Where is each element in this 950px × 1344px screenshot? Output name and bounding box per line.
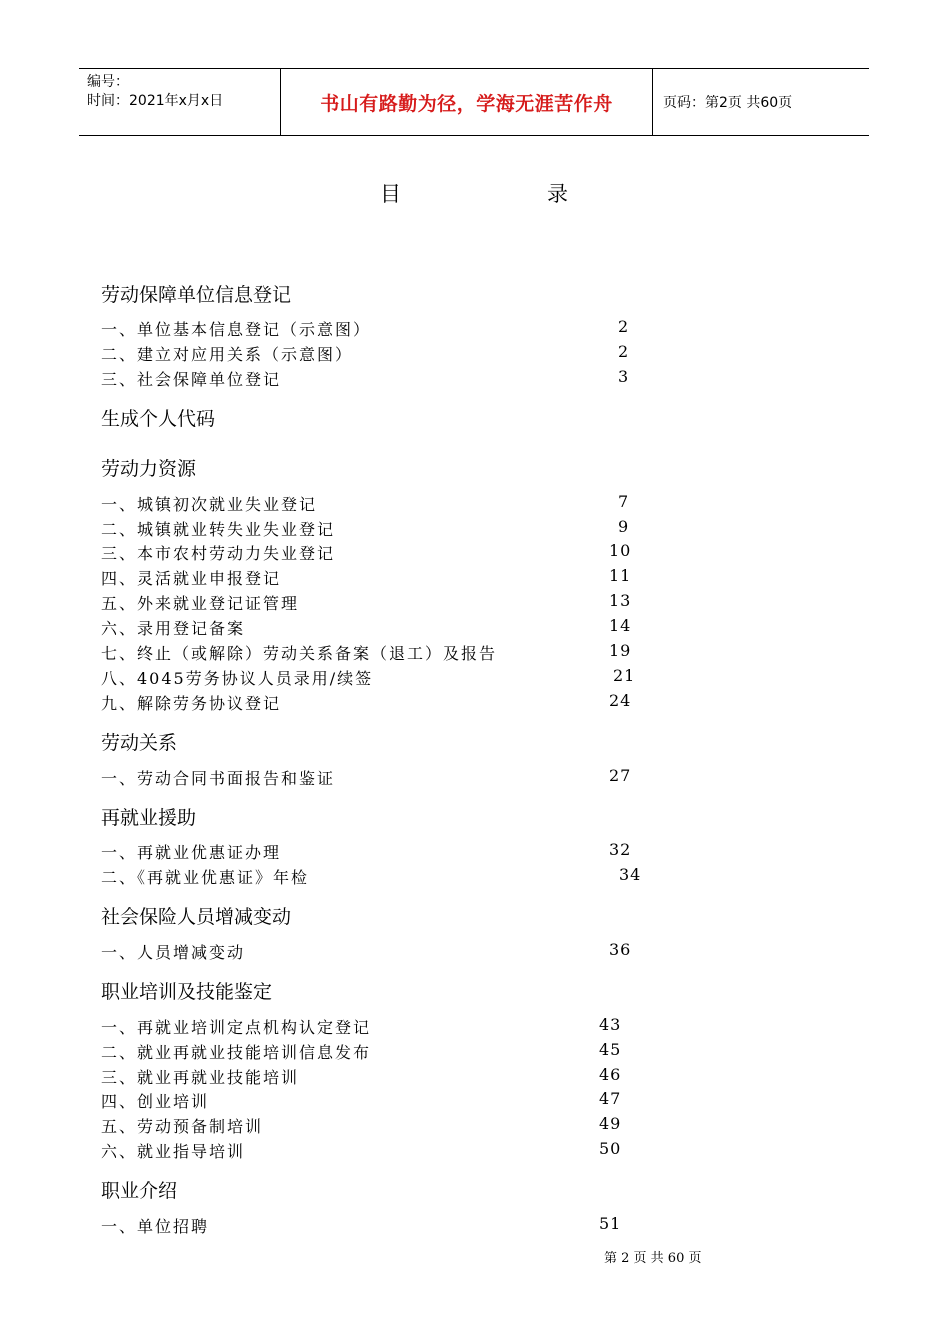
toc-item[interactable]: [101, 641, 641, 665]
toc-item[interactable]: [101, 517, 641, 541]
toc-section-title: 职业培训及技能鉴定: [101, 981, 273, 1003]
page-header: [79, 68, 869, 136]
toc-item[interactable]: [101, 1214, 641, 1238]
toc-item-page: 2: [618, 317, 630, 336]
toc-item-page: 27: [609, 766, 632, 785]
toc-section-title: 劳动力资源: [101, 458, 197, 480]
toc-item[interactable]: [101, 666, 641, 690]
toc-item[interactable]: [101, 1065, 641, 1089]
toc-item-page: 46: [599, 1065, 622, 1084]
toc-item-label: 四、创业培训: [101, 1092, 210, 1111]
toc-item-label: 二、就业再就业技能培训信息发布: [101, 1043, 372, 1062]
toc-item-page: 49: [599, 1114, 622, 1133]
toc-item-label: 二、城镇就业转失业失业登记: [101, 520, 336, 539]
toc-item-label: 二、建立对应用关系（示意图）: [101, 345, 354, 364]
toc-item-label: 五、外来就业登记证管理: [101, 594, 300, 613]
toc-item[interactable]: [101, 691, 641, 715]
header-meta: [79, 69, 281, 135]
toc-item-page: 19: [609, 641, 632, 660]
toc-item-label: 三、社会保障单位登记: [101, 370, 282, 389]
toc-item-label: 一、单位招聘: [101, 1217, 210, 1236]
toc-item-page: 2: [618, 342, 630, 361]
toc-item-label: 三、本市农村劳动力失业登记: [101, 544, 336, 563]
toc-item-label: 七、终止（或解除）劳动关系备案（退工）及报告: [101, 644, 498, 663]
toc-item-label: 一、城镇初次就业失业登记: [101, 495, 318, 514]
toc-item-page: 36: [609, 940, 632, 959]
toc-item[interactable]: [101, 616, 641, 640]
toc-item-page: 47: [599, 1089, 622, 1108]
toc-item-label: 一、人员增减变动: [101, 943, 246, 962]
toc-item-page: 14: [609, 616, 632, 635]
toc-item[interactable]: [101, 1015, 641, 1039]
toc-item-label: 一、再就业优惠证办理: [101, 843, 282, 862]
title-char-1: 目: [380, 182, 401, 206]
toc-section-title: 劳动关系: [101, 732, 178, 754]
toc-item[interactable]: [101, 940, 641, 964]
toc-item-label: 五、劳动预备制培训: [101, 1117, 264, 1136]
page-footer: 第 2 页 共 60 页: [604, 1251, 702, 1266]
toc-item-label: 二、《再就业优惠证》年检: [101, 868, 310, 887]
toc-item-label: 一、单位基本信息登记（示意图）: [101, 320, 372, 339]
toc-item-page: 45: [599, 1040, 622, 1059]
motto: 书山有路勤为径，学海无涯苦作舟: [320, 92, 613, 115]
toc-item-label: 四、灵活就业申报登记: [101, 569, 282, 588]
toc-item[interactable]: [101, 492, 641, 516]
toc-item-page: 51: [599, 1214, 622, 1233]
toc-item-page: 3: [618, 367, 630, 386]
toc-item-page: 24: [609, 691, 632, 710]
toc-item-page: 13: [609, 591, 632, 610]
toc-item-label: 一、劳动合同书面报告和鉴证: [101, 769, 336, 788]
title-char-2: 录: [547, 182, 568, 206]
toc-item[interactable]: [101, 1139, 641, 1163]
toc-item[interactable]: [101, 1040, 641, 1064]
number-label: 编号：: [87, 74, 129, 90]
toc-item[interactable]: [101, 865, 641, 889]
toc-section-title: 生成个人代码: [101, 408, 216, 430]
toc-item-page: 10: [609, 541, 632, 560]
toc-item[interactable]: [101, 840, 641, 864]
time-label: 时间：2021年x月x日: [87, 93, 224, 109]
toc-item-page: 43: [599, 1015, 622, 1034]
header-page-info: 页码：第2页 共60页: [663, 95, 793, 111]
header-motto-cell: [281, 69, 653, 135]
toc-item[interactable]: [101, 317, 641, 341]
toc-item-label: 六、就业指导培训: [101, 1142, 246, 1161]
toc-item[interactable]: [101, 541, 641, 565]
toc-item-page: 21: [613, 666, 636, 685]
toc-section-title: 社会保险人员增减变动: [101, 906, 292, 928]
toc-item[interactable]: [101, 1114, 641, 1138]
toc-item-label: 六、录用登记备案: [101, 619, 246, 638]
toc-section-title: 劳动保障单位信息登记: [101, 284, 292, 306]
toc-item[interactable]: [101, 367, 641, 391]
toc-item-page: 9: [618, 517, 630, 536]
toc-item[interactable]: [101, 342, 641, 366]
page-title: [0, 178, 950, 208]
toc-item-page: 7: [618, 492, 630, 511]
toc-section-title: 职业介绍: [101, 1180, 178, 1202]
toc-item[interactable]: [101, 566, 641, 590]
toc-item-page: 50: [599, 1139, 622, 1158]
toc-item-label: 九、解除劳务协议登记: [101, 694, 282, 713]
toc-item-page: 34: [619, 865, 642, 884]
toc-item-label: 八、4045劳务协议人员录用/续签: [101, 669, 374, 688]
toc-item[interactable]: [101, 1089, 641, 1113]
toc-item-page: 32: [609, 840, 632, 859]
toc-item-page: 11: [609, 566, 632, 585]
toc-section-title: 再就业援助: [101, 807, 197, 829]
toc-item[interactable]: [101, 766, 641, 790]
toc-item-label: 三、就业再就业技能培训: [101, 1068, 300, 1087]
toc-item[interactable]: [101, 591, 641, 615]
toc-item-label: 一、再就业培训定点机构认定登记: [101, 1018, 372, 1037]
